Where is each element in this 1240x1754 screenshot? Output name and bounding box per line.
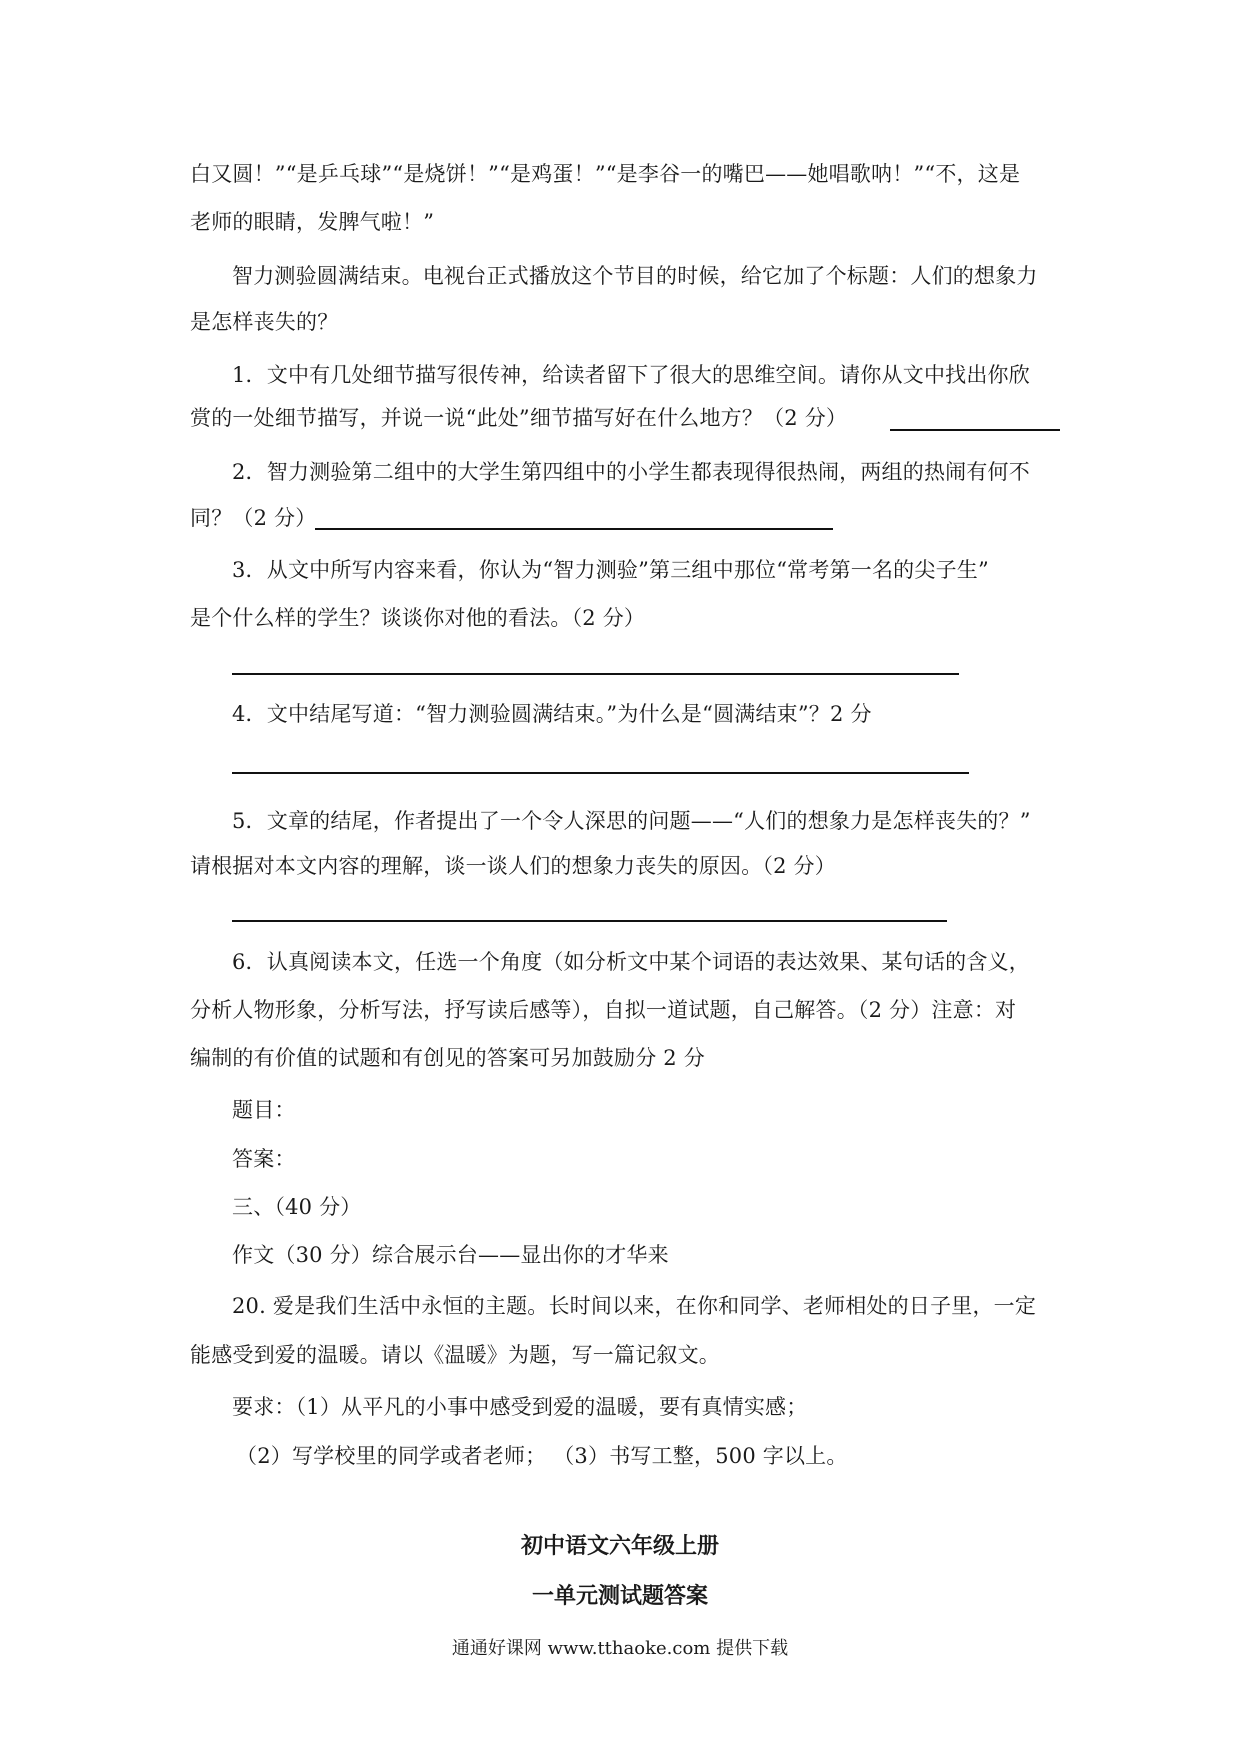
composition-prompt-line-1: 20. 爱是我们生活中永恒的主题。长时间以来，在你和同学、老师相处的日子里，一定 [232,1294,1037,1318]
question-2-line-1: 2．智力测验第二组中的大学生第四组中的小学生都表现得很热闹，两组的热闹有何不 [232,460,1030,484]
question-3-line-2: 是个什么样的学生？谈谈你对他的看法。（2 分） [190,606,646,630]
answer-blank-2[interactable] [315,528,833,530]
composition-subtitle: 作文（30 分）综合展示台——显出你的才华来 [232,1243,669,1267]
answer-label: 答案： [232,1147,296,1171]
passage-line-2: 老师的眼睛，发脾气啦！” [190,210,435,234]
question-5-line-1: 5．文章的结尾，作者提出了一个令人深思的问题——“人们的想象力是怎样丧失的？” [232,809,1031,833]
question-6-line-3: 编制的有价值的试题和有创见的答案可另加鼓励分 2 分 [190,1046,705,1070]
passage-line-4: 是怎样丧失的？ [190,310,339,334]
question-4-line-1: 4．文中结尾写道：“智力测验圆满结束。”为什么是“圆满结束”？2 分 [232,702,872,726]
section-3-header: 三、（40 分） [232,1195,362,1219]
question-3-line-1: 3．从文中所写内容来看，你认为“智力测验”第三组中那位“常考第一名的尖子生” [232,558,989,582]
requirement-line-1: 要求：（1）从平凡的小事中感受到爱的温暖，要有真情实感； [232,1395,808,1419]
question-1-line-2: 赏的一处细节描写，并说一说“此处”细节描写好在什么地方？（2 分） [190,406,848,430]
topic-label: 题目： [232,1098,296,1122]
page-footer: 通通好课网 www.tthaoke.com 提供下载 [451,1638,789,1659]
answer-blank-3[interactable] [232,673,959,675]
passage-line-3: 智力测验圆满结束。电视台正式播放这个节目的时候，给它加了个标题：人们的想象力 [232,264,1038,288]
question-1-line-1: 1．文中有几处细节描写很传神，给读者留下了很大的思维空间。请你从文中找出你欣 [232,363,1030,387]
answer-blank-5[interactable] [232,920,947,922]
answer-blank-1[interactable] [890,429,1060,431]
answer-blank-4[interactable] [232,772,969,774]
question-6-line-1: 6．认真阅读本文，任选一个角度（如分析文中某个词语的表达效果、某句话的含义， [232,950,1030,974]
question-2-line-2: 同？（2 分） [190,506,317,530]
question-5-line-2: 请根据对本文内容的理解，谈一谈人们的想象力丧失的原因。（2 分） [190,854,836,878]
question-6-line-2: 分析人物形象，分析写法，抒写读后感等），自拟一道试题，自己解答。（2 分）注意：对 [190,998,1017,1022]
answers-heading-line-2: 一单元测试题答案 [531,1583,708,1609]
composition-prompt-line-2: 能感受到爱的温暖。请以《温暖》为题，写一篇记叙文。 [190,1343,720,1367]
answers-heading-line-1: 初中语文六年级上册 [520,1533,719,1559]
passage-line-1: 白又圆！”“是乒乓球”“是烧饼！”“是鸡蛋！”“是李谷一的嘴巴——她唱歌呐！”“不，这是 [190,162,1021,186]
requirement-line-2: （2）写学校里的同学或者老师； （3）书写工整，500 字以上。 [236,1444,848,1468]
